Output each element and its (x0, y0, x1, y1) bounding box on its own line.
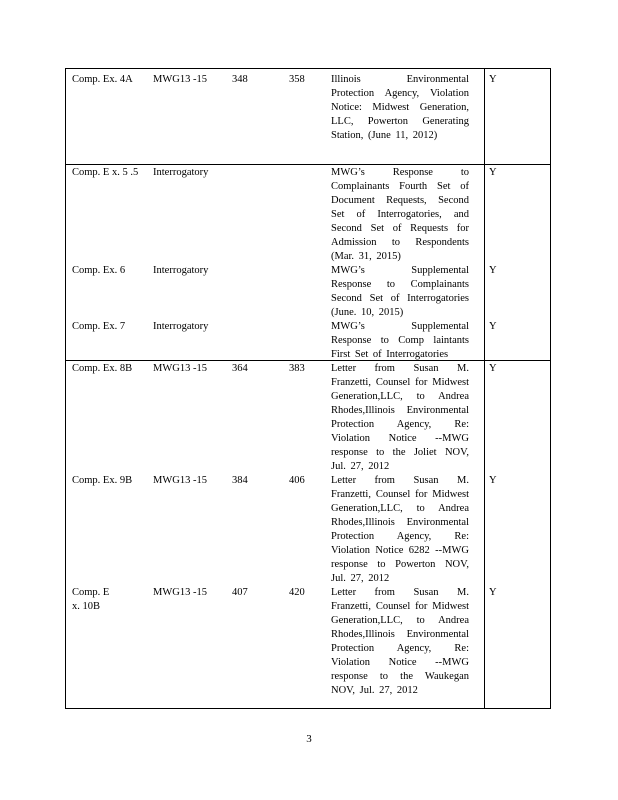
yn-cell: Y (489, 587, 497, 598)
start-page-cell: 364 (232, 363, 248, 374)
exhibit-cell: Comp. Ex. 9B (72, 475, 133, 486)
exhibit-table (65, 68, 551, 709)
description-cell: Letter from Susan M. Franzetti, Counsel for Midwest Generation,LLC, to Andrea Rhodes,Illinois Environmental Protection Agency, Re: Violation Notice --MWG response to the Joliet NOV, Jul. 27, 2012 (331, 363, 469, 472)
bates-cell: MWG13 -15 (153, 475, 207, 486)
bates-cell: Interrogatory (153, 321, 209, 332)
exhibit-cell: Comp. Ex. 6 (72, 265, 126, 276)
exhibit-cell: Comp. Ex. 8B (72, 363, 133, 374)
description-cell: MWG’s Response to Complainants Fourth Set of Document Requests, Second Set of Interrogatories, and Second Set of Requests for Admission to Respondents (Mar. 31, 2015) (331, 167, 469, 262)
row-divider (66, 360, 550, 361)
row-divider (66, 164, 550, 165)
start-page-cell: 384 (232, 475, 248, 486)
description-cell: Illinois Environmental Protection Agency, Violation Notice: Midwest Generation, LLC, Powerton Generating Station, (June 11, 2012) (331, 74, 469, 141)
exhibit-cell: Comp. E x. 10B (72, 587, 110, 612)
end-page-cell: 420 (289, 587, 305, 598)
yn-cell: Y (489, 475, 497, 486)
description-cell: MWG’s Supplemental Response to Complainants Second Set of Interrogatories (June. 10, 2015) (331, 265, 469, 318)
bates-cell: MWG13 -15 (153, 74, 207, 85)
description-cell: MWG’s Supplemental Response to Comp laintants First Set of Interrogatories (331, 321, 469, 360)
bates-cell: Interrogatory (153, 167, 209, 178)
yn-cell: Y (489, 363, 497, 374)
yn-cell: Y (489, 265, 497, 276)
yn-cell: Y (489, 321, 497, 332)
page-number: 3 (306, 733, 312, 745)
exhibit-cell: Comp. E x. 5 .5 (72, 167, 139, 178)
yn-cell: Y (489, 167, 497, 178)
exhibit-cell: Comp. Ex. 7 (72, 321, 126, 332)
end-page-cell: 358 (289, 74, 305, 85)
end-page-cell: 383 (289, 363, 305, 374)
exhibit-cell: Comp. Ex. 4A (72, 74, 133, 85)
bates-cell: Interrogatory (153, 265, 209, 276)
bates-cell: MWG13 -15 (153, 363, 207, 374)
bates-cell: MWG13 -15 (153, 587, 207, 598)
yn-cell: Y (489, 74, 497, 85)
description-cell: Letter from Susan M. Franzetti, Counsel for Midwest Generation,LLC, to Andrea Rhodes,Illinois Environmental Protection Agency, Re: Violation Notice 6282 --MWG response to Powerton NOV, Jul. 27, 2012 (331, 475, 469, 584)
start-page-cell: 348 (232, 74, 248, 85)
end-page-cell: 406 (289, 475, 305, 486)
description-cell: Letter from Susan M. Franzetti, Counsel for Midwest Generation,LLC, to Andrea Rhodes,Illinois Environmental Protection Agency, Re: Violation Notice --MWG response to the Waukegan NOV, Jul. 27, 2012 (331, 587, 469, 696)
start-page-cell: 407 (232, 587, 248, 598)
